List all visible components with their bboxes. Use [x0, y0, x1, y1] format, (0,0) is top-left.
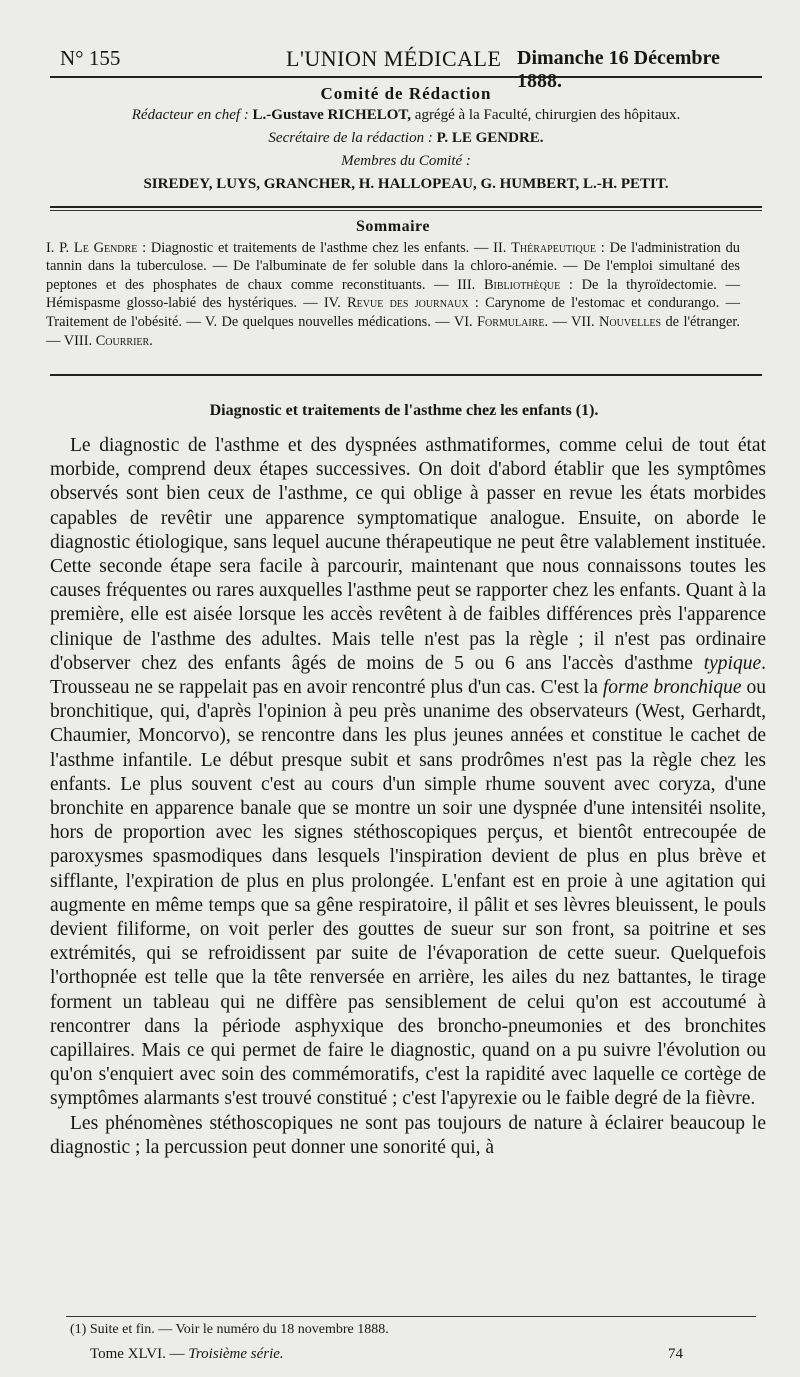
editor-name: L.-Gustave RICHELOT,: [252, 107, 412, 123]
members-label: Membres du Comité :: [341, 153, 471, 169]
sommaire-s4-label: Revue des journaux: [347, 295, 469, 312]
page-header: [60, 44, 760, 92]
sommaire-s7-label: Nouvelles: [599, 313, 662, 330]
sommaire-s1-text: : Diagnostic et traitements de l'asthme chez les enfants. — II.: [137, 239, 512, 256]
sommaire-s6-label: Formulaire: [477, 313, 545, 330]
secretary-name: P. LE GENDRE.: [436, 130, 544, 146]
page-number: 74: [668, 1346, 683, 1362]
article-title: Diagnostic et traitements de l'asthme chez les enfants (1).: [209, 402, 599, 419]
sommaire-s7-text: de l'étranger. — VIII.: [46, 313, 740, 349]
secretary-line: [50, 127, 762, 150]
p1-italic-typique: typique: [703, 652, 762, 674]
issue-number: N° 155: [60, 46, 121, 70]
sommaire-s8-text: .: [149, 332, 153, 349]
editor-description: agrégé à la Faculté, chirurgien des hôpitaux.: [414, 107, 681, 123]
footnote-rule: [66, 1316, 756, 1317]
article-paragraph-2: Les phénomènes stéthoscopiques ne sont pas toujours de nature à éclairer beaucoup le diagnostic ; la percussion peut donner une sonorité qui, à: [50, 1112, 766, 1158]
committee-rule-bottom: [50, 210, 762, 211]
sommaire-s3-text: : De la thyroïdectomie. — Hémispasme glosso-labié des hystériques. — IV.: [46, 276, 740, 312]
sommaire-s2-label: Thérapeutique: [511, 239, 597, 256]
committee-rule-top: [50, 206, 762, 208]
members-list: SIREDEY, LUYS, GRANCHER, H. HALLOPEAU, G. HUMBERT, L.-H. PETIT.: [143, 176, 669, 192]
issue-date: Dimanche 16 Décembre 1888.: [517, 47, 720, 92]
editor-label: Rédacteur en chef :: [131, 107, 249, 123]
journal-title: L'UNION MÉDICALE: [286, 46, 502, 71]
sommaire-rule: [50, 374, 762, 376]
table-of-contents: [46, 218, 740, 350]
sommaire-text: [46, 239, 740, 351]
sommaire-s3-label: Bibliothèque: [483, 276, 561, 293]
article-body: [50, 434, 766, 1160]
article-paragraph-1: [50, 434, 766, 1112]
editorial-committee: [50, 84, 762, 196]
series-label: Troisième série.: [188, 1346, 284, 1362]
p1-part-b: . Trousseau ne se rappelait pas en avoir rencontré plus d'un cas. C'est la: [50, 652, 766, 699]
sommaire-s4-text: : Carynome de l'estomac et condurango. — Traitement de l'obésité. — V. De quelques nouvelles médications. — VI.: [46, 295, 740, 330]
sommaire-s6-text: . — VII.: [544, 313, 599, 330]
secretary-label: Secrétaire de la rédaction :: [268, 130, 433, 146]
sommaire-s2-text: : De l'administration du tannin dans la tuberculose. — De l'albuminate de fer soluble dans la chloro-anémie. — De l'emploi simultané des peptones et des phosphates de chaux comme reconstituants. — III.: [46, 239, 740, 293]
sommaire-s8-label: Courrier: [95, 332, 150, 349]
p1-part-a: Le diagnostic de l'asthme et des dyspnées asthmatiformes, comme celui de tout état morbide, comprend deux étapes successives. On doit d'abord établir que les symptômes observés sont bien ceux de l'asthme, ce qui oblige à passer en revue les états morbides capables de revêtir une apparence symptomatique analogue. Ensuite, on aborde le diagnostic étiologique, sans lequel aucune thérapeutique ne peut être valablement instituée. Cette seconde étape sera facile à parcourir, maintenant que nous connaissons toutes les causes fréquentes ou rares auxquelles l'asthme peut se rapporter chez les enfants. Quant à la première, elle est aisée lorsque les accès revêtent à de faibles différences près l'apparence clinique de l'asthme des adultes. Mais telle n'est pas la règle ; il n'est pas ordinaire d'observer chez des enfants âgés de moins de 5 ou 6 ans l'accès d'asthme: [50, 435, 766, 674]
p1-italic-forme-bronchique: forme bronchique: [602, 677, 742, 699]
footnote: (1) Suite et fin. — Voir le numéro du 18 novembre 1888.: [70, 1322, 389, 1337]
p1-part-c: ou bronchitique, qui, d'après l'opinion à peu près unanime des observateurs (West, Gerhardt, Chaumier, Moncorvo), se rencontre dans les plus jeunes années et constitue le cachet de l'asthme infantile. Le début presque subit et sans prodrômes n'est pas la règle chez les enfants. Le plus souvent c'est au cours d'un simple rhume souvent avec coryza, d'une bronchite en apparence banale que se montre un soir une dyspnée d'une intensitéi nsolite, hors de proportion avec les signes stéthoscopiques perçus, et bientôt entrecoupée de paroxysmes spasmodiques dans lesquels l'inspiration devient de plus en plus brève et sifflante, l'expiration de plus en plus prolongée. L'enfant est en proie à une agitation qui augmente en même temps que sa gêne respiratoire, il pâlit et ses lèvres bleuissent, le pouls devient filiforme, on voit perler des gouttes de sueur sur son front, sa poitrine et ses extrémités, qui se refroidissent par suite de l'évaporation de cette sueur. Quelquefois l'orthopnée est telle que la tête renversée en arrière, les ailes du nez battantes, le tirage forment un tableau qui ne diffère pas sensiblement de celui qu'on est accoutumé à rencontrer dans la période asphyxique des broncho-pneumonies et des bronchites capillaires. Mais ce qui permet de faire le diagnostic, quand on a pu suivre l'évolution ou qu'on s'enquiert avec soin des commémoratifs, c'est la rapidité avec laquelle ce cortège de symptômes alarmants s'est trouvé constitué ; c'est l'apyrexie ou le faible degré de la fièvre.: [50, 677, 767, 1110]
editor-line: [50, 104, 762, 127]
sommaire-s1-author: Le Gendre: [73, 239, 138, 256]
volume-info: [90, 1346, 284, 1363]
header-rule: [50, 76, 762, 78]
committee-heading: Comité de Rédaction: [320, 84, 492, 103]
volume-label: Tome XLVI. —: [90, 1346, 189, 1362]
sommaire-title: Sommaire: [356, 218, 430, 235]
sommaire-s1-num: I. P.: [46, 239, 74, 256]
